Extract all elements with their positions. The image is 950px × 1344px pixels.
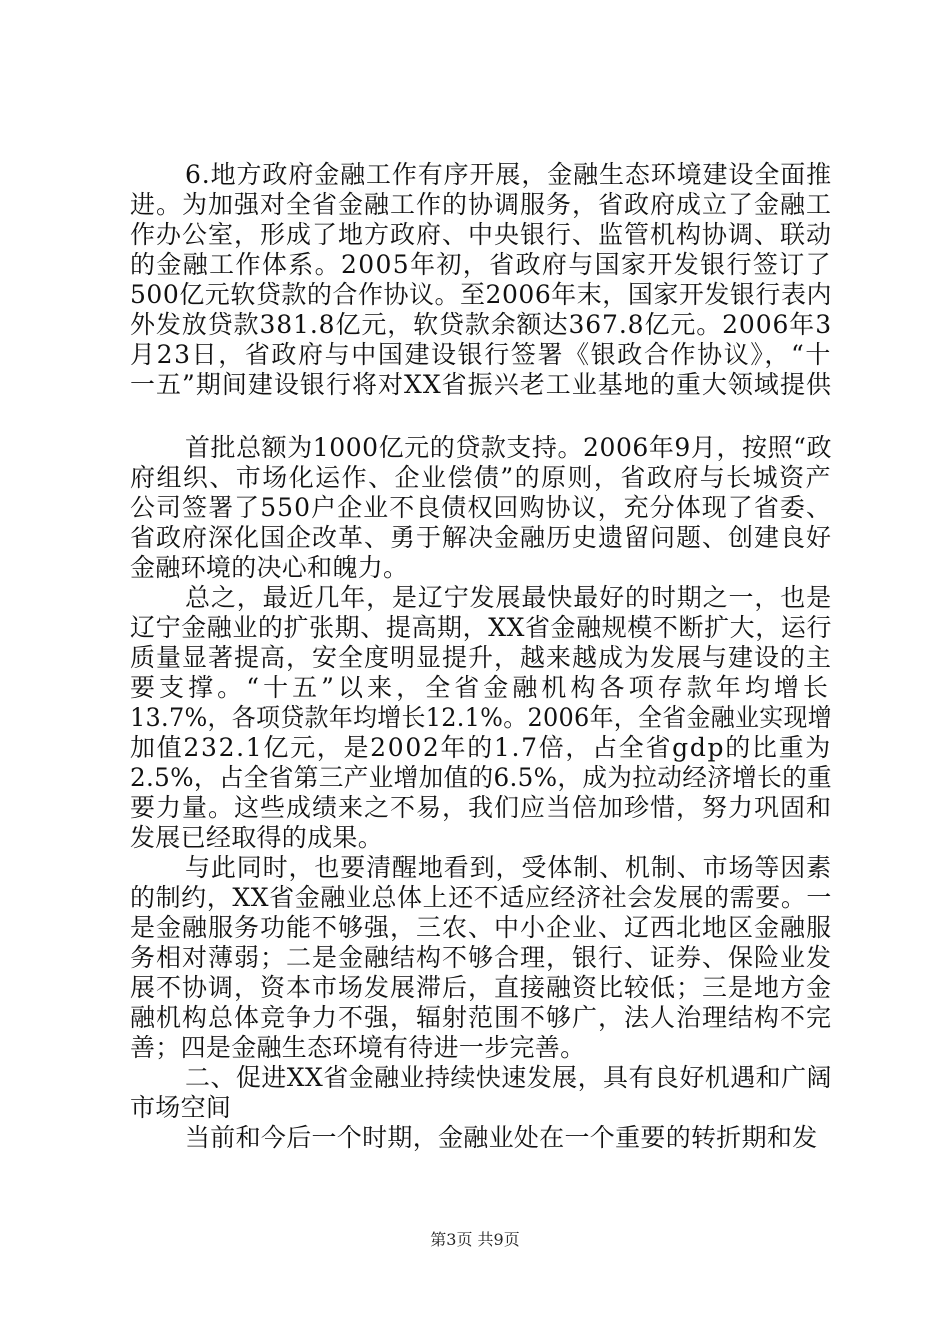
text-line: 公司签署了550户企业不良债权回购协议，充分体现了省委、 <box>130 493 832 522</box>
text-line: 作办公室，形成了地方政府、中央银行、监管机构协调、联动 <box>130 220 832 249</box>
text-line: 省政府深化国企改革、勇于解决金融历史遗留问题、创建良好 <box>130 523 832 552</box>
text-line: 展不协调，资本市场发展滞后，直接融资比较低；三是地方金 <box>130 973 832 1002</box>
text-line: 善；四是金融生态环境有待进一步完善。 <box>130 1033 586 1062</box>
text-line: 市场空间 <box>130 1093 232 1122</box>
text-line: 加值232.1亿元，是2002年的1.7倍，占全省gdp的比重为 <box>130 733 832 762</box>
text-line: 当前和今后一个时期，金融业处在一个重要的转折期和发 <box>185 1123 818 1152</box>
text-line: 2.5%，占全省第三产业增加值的6.5%，成为拉动经济增长的重 <box>130 763 833 792</box>
text-line: 外发放贷款381.8亿元，软贷款余额达367.8亿元。2006年3 <box>130 310 832 339</box>
text-line: 要支撑。“十五”以来，全省金融机构各项存款年均增长 <box>130 673 832 702</box>
text-line: 是金融服务功能不够强，三农、中小企业、辽西北地区金融服 <box>130 913 832 942</box>
text-line: 一五”期间建设银行将对XX省振兴老工业基地的重大领域提供 <box>130 370 832 399</box>
text-line: 与此同时，也要清醒地看到，受体制、机制、市场等因素 <box>185 853 832 882</box>
text-line: 质量显著提高，安全度明显提升，越来越成为发展与建设的主 <box>130 643 832 672</box>
text-line: 13.7%，各项贷款年均增长12.1%。2006年，全省金融业实现增 <box>130 703 832 732</box>
text-line: 府组织、市场化运作、企业偿债”的原则，省政府与长城资产 <box>130 463 832 492</box>
text-line: 500亿元软贷款的合作协议。至2006年末，国家开发银行表内 <box>130 280 832 309</box>
text-line: 务相对薄弱；二是金融结构不够合理，银行、证券、保险业发 <box>130 943 832 972</box>
text-line: 的制约，XX省金融业总体上还不适应经济社会发展的需要。一 <box>130 883 832 912</box>
text-line: 6.地方政府金融工作有序开展，金融生态环境建设全面推 <box>185 160 832 189</box>
text-line: 辽宁金融业的扩张期、提高期，XX省金融规模不断扩大，运行 <box>130 613 832 642</box>
text-line: 的金融工作体系。2005年初，省政府与国家开发银行签订了 <box>130 250 832 279</box>
text-line: 二、促进XX省金融业持续快速发展，具有良好机遇和广阔 <box>185 1063 832 1092</box>
text-line: 月23日，省政府与中国建设银行签署《银政合作协议》，“十 <box>130 340 832 369</box>
text-line: 融机构总体竞争力不强，辐射范围不够广，法人治理结构不完 <box>130 1003 832 1032</box>
text-line: 首批总额为1000亿元的贷款支持。2006年9月，按照“政 <box>185 433 832 462</box>
text-line: 进。为加强对全省金融工作的协调服务，省政府成立了金融工 <box>130 190 832 219</box>
text-line: 金融环境的决心和魄力。 <box>130 553 409 582</box>
text-line: 发展已经取得的成果。 <box>130 823 384 852</box>
page-footer: 第3页 共9页 <box>430 1230 520 1249</box>
text-line: 要力量。这些成绩来之不易，我们应当倍加珍惜，努力巩固和 <box>130 793 832 822</box>
text-line: 总之，最近几年，是辽宁发展最快最好的时期之一，也是 <box>185 583 832 612</box>
